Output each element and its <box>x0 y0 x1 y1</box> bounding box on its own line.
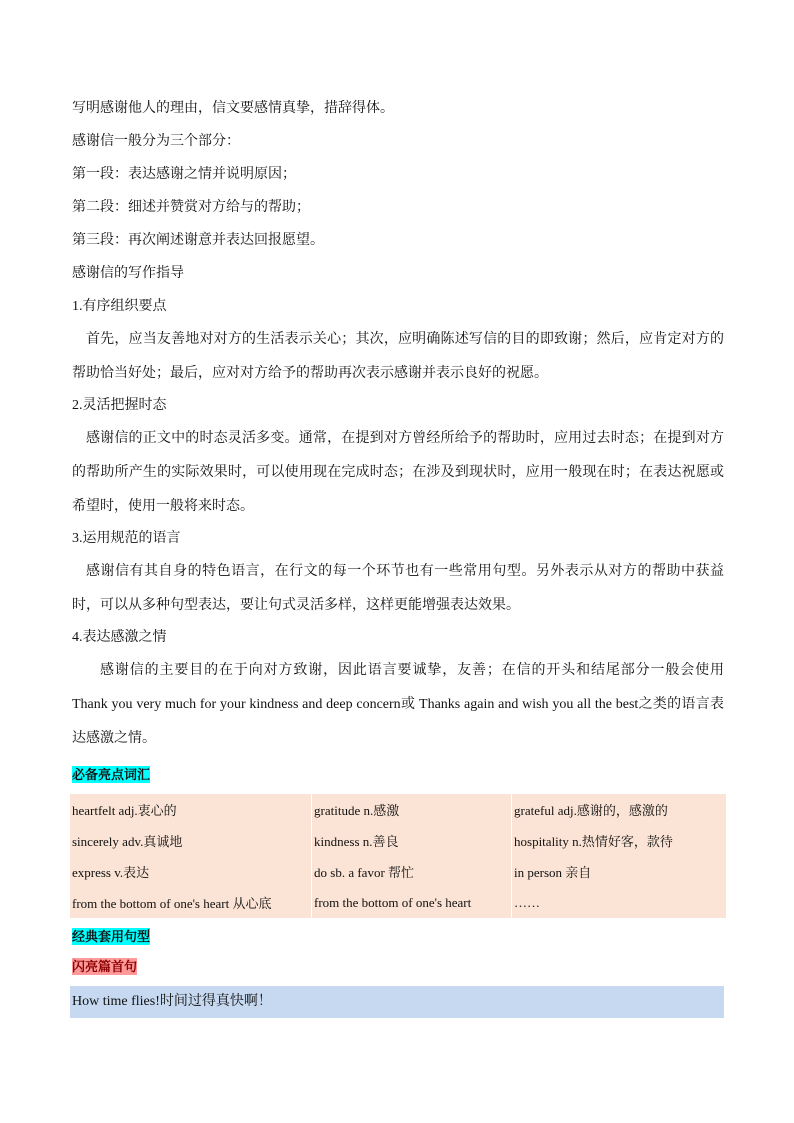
opening-label: 闪亮篇首句 <box>72 959 138 974</box>
section-heading: 4.表达感激之情 <box>72 630 167 645</box>
vocab-cell: hospitality n.热情好客，款待 <box>514 834 673 849</box>
section-body: 感谢信的主要目的在于向对方致谢，因此语言要诚挚，友善；在信的开头和结尾部分一般会使用 Thank you very much for your kindness and deep concern或 Thanks again and wish you all the best之类的语言表达感激之情。 <box>72 663 724 746</box>
vocab-cell: do sb. a favor 帮忙 <box>312 856 512 887</box>
vocab-cell: sincerely adv.真诚地 <box>70 825 312 856</box>
vocab-cell: heartfelt adj.衷心的 <box>70 794 312 825</box>
vocab-cell: express v.表达 <box>70 856 312 887</box>
vocab-cell: from the bottom of one's heart 从心底 <box>70 887 312 918</box>
vocab-cell: gratitude n.感激 <box>312 794 512 825</box>
vocab-cell: from the bottom of one's heart <box>312 887 512 918</box>
intro-line: 第一段：表达感谢之情并说明原因； <box>72 167 296 182</box>
intro-line: 第二段：细述并赞赏对方给与的帮助； <box>72 200 310 215</box>
opening-sentence: How time flies!时间过得真快啊！ <box>70 986 724 1018</box>
table-row <box>70 825 726 856</box>
intro-line: 第三段：再次阐述谢意并表达回报愿望。 <box>72 233 324 248</box>
vocab-cell: kindness n.善良 <box>312 825 512 856</box>
section-body: 首先，应当友善地对对方的生活表示关心；其次，应明确陈述写信的目的即致谢；然后，应肯定对方的帮助恰当好处；最后，应对对方给予的帮助再次表示感谢并表示良好的祝愿。 <box>72 332 724 381</box>
vocab-cell: …… <box>514 894 541 910</box>
intro-line: 感谢信一般分为三个部分： <box>72 134 240 149</box>
vocab-label: 必备亮点词汇 <box>72 767 151 782</box>
vocab-table <box>70 794 726 918</box>
vocab-cell: grateful adj.感谢的，感激的 <box>514 803 668 818</box>
section-heading: 2.灵活把握时态 <box>72 398 167 413</box>
section-heading: 3.运用规范的语言 <box>72 531 181 546</box>
section-heading: 1.有序组织要点 <box>72 299 167 314</box>
section-body: 感谢信有其自身的特色语言，在行文的每一个环节也有一些常用句型。另外表示从对方的帮助中获益时，可以从多种句型表达，要让句式灵活多样，这样更能增强表达效果。 <box>72 564 724 613</box>
vocab-cell: in person 亲自 <box>514 865 592 880</box>
table-row <box>70 794 726 825</box>
table-row <box>70 856 726 887</box>
pattern-label-row <box>72 926 724 948</box>
document-body <box>72 98 724 1018</box>
table-row <box>70 887 726 918</box>
guide-title: 感谢信的写作指导 <box>72 266 184 281</box>
pattern-label: 经典套用句型 <box>72 929 151 944</box>
vocab-label-row <box>72 764 724 786</box>
section-body: 感谢信的正文中的时态灵活多变。通常，在提到对方曾经所给予的帮助时，应用过去时态；在提到对方的帮助所产生的实际效果时，可以使用现在完成时态；在涉及到现状时，应用一般现在时；在表达祝愿或希望时，使用一般将来时态。 <box>72 431 724 514</box>
opening-label-row <box>72 956 724 978</box>
intro-line: 写明感谢他人的理由，信文要感情真挚，措辞得体。 <box>72 101 394 116</box>
